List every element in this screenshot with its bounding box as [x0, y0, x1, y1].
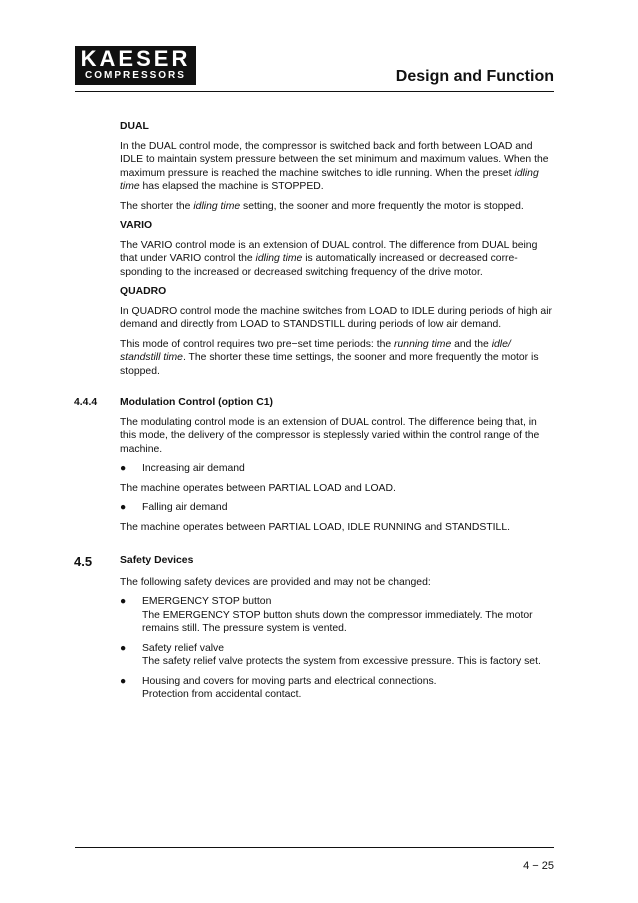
- safety-heading: Safety Devices: [120, 555, 194, 566]
- dual-paragraph-2: The shorter the idling time setting, the sooner and more frequently the motor is stopped.: [120, 200, 524, 212]
- quadro-heading: QUADRO: [120, 286, 167, 297]
- list-item: [120, 595, 554, 636]
- vario-heading: VARIO: [120, 220, 153, 231]
- modulation-section-heading: [74, 396, 554, 410]
- list-item: [120, 462, 554, 476]
- section-number-4-5: 4.5: [74, 554, 93, 569]
- bullet-text: The EMERGENCY STOP button shuts down the compressor immediately. The motor remains still. The pressure system is vented.: [142, 609, 533, 634]
- safety-section-heading: [74, 554, 554, 569]
- bullet-title: Safety relief valve: [142, 642, 225, 654]
- bullet-icon: ●: [120, 463, 127, 474]
- bullet-title: Housing and covers for moving parts and electrical connections.: [142, 675, 437, 687]
- document-body: [74, 120, 554, 702]
- section-number-4-4-4: 4.4.4: [74, 397, 98, 408]
- modulation-heading: Modulation Control (option C1): [120, 397, 273, 408]
- list-item: [120, 642, 554, 669]
- logo-subtitle: COMPRESSORS: [85, 70, 186, 81]
- bullet-text: The safety relief valve protects the system from excessive pressure. This is factory set.: [142, 656, 541, 667]
- page-title: Design and Function: [395, 68, 554, 85]
- header-divider: [75, 91, 554, 92]
- safety-intro: The following safety devices are provided and may not be changed:: [120, 576, 431, 588]
- list-item: [120, 675, 554, 702]
- quadro-paragraph-1: In QUADRO control mode the machine switches from LOAD to IDLE during periods of high air demand and directly from LOAD to STANDSTILL during periods of low air demand.: [120, 305, 552, 330]
- footer-divider: [75, 847, 554, 848]
- bullet-icon: ●: [120, 596, 127, 607]
- quadro-paragraph-2: This mode of control requires two pre−set time periods: the running time and the idle/ standstill time. The shorter these time settings, the sooner and more frequently the motor is stopped.: [120, 338, 539, 377]
- list-item: [120, 501, 554, 515]
- modulation-paragraph-1: The modulating control mode is an extension of DUAL control. The difference being that, in this mode, the delivery of the compressor is steplessly varied within the control range of the machine.: [120, 416, 540, 455]
- kaeser-logo: [75, 46, 196, 85]
- modulation-result-1: The machine operates between PARTIAL LOAD and LOAD.: [120, 482, 396, 494]
- dual-heading: DUAL: [120, 121, 149, 132]
- modulation-result-2: The machine operates between PARTIAL LOAD, IDLE RUNNING and STANDSTILL.: [120, 521, 511, 533]
- bullet-icon: ●: [120, 675, 127, 687]
- logo-brand: KAESER: [80, 46, 191, 71]
- bullet-icon: ●: [120, 502, 127, 513]
- page-number: 4 − 25: [523, 860, 554, 872]
- bullet-text: Increasing air demand: [142, 463, 245, 474]
- bullet-icon: ●: [120, 642, 127, 654]
- bullet-text: Protection from accidental contact.: [142, 689, 302, 700]
- bullet-title: EMERGENCY STOP button: [142, 596, 272, 607]
- dual-paragraph-1: In the DUAL control mode, the compressor is switched back and forth between LOAD and IDLE to maintain system pressure between the set minimum and maximum values. When the maximum pressure is reached the machine switches to idle running. When the preset idling time has elapsed the machine is STOPPED.: [120, 140, 549, 192]
- vario-paragraph-1: The VARIO control mode is an extension of DUAL control. The difference from DUAL being that under VARIO control the idling time is automatically increased or decreased corre-sponding to the increased or decreased switching frequency of the drive motor.: [120, 239, 538, 278]
- bullet-text: Falling air demand: [142, 502, 228, 513]
